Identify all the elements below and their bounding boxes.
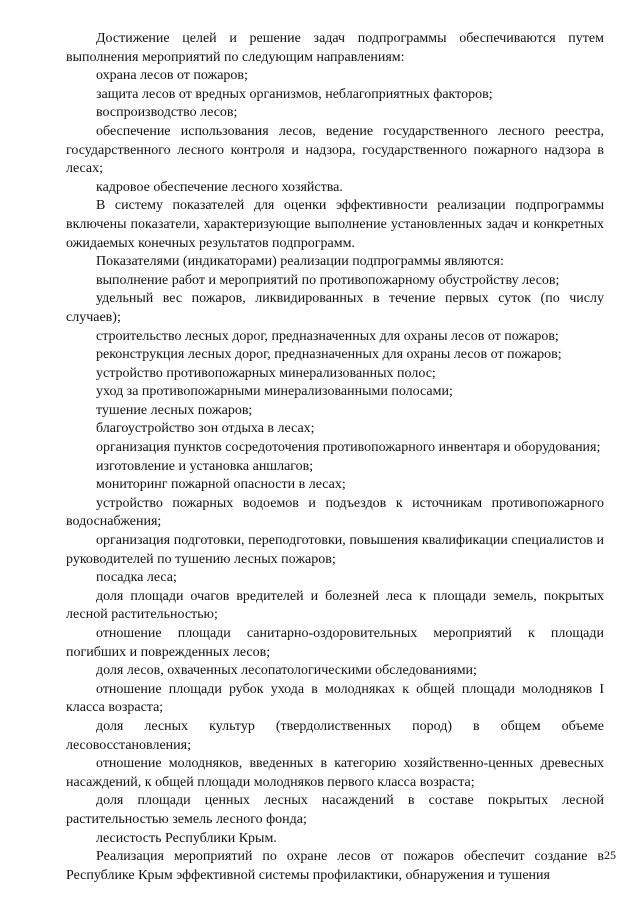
paragraph: В систему показателей для оценки эффективности реализации подпрограммы включены показатели, характеризующие выполнение установленных задач и конкретных ожидаемых конечных результатов подпрограмм.	[66, 198, 604, 251]
paragraph: уход за противопожарными минерализованными полосами;	[96, 384, 453, 400]
paragraph: мониторинг пожарной опасности в лесах;	[96, 477, 346, 493]
paragraph: отношение площади рубок ухода в молодняках к общей площади молодняков I класса возраста;	[66, 681, 604, 716]
paragraph: доля лесных культур (твердолиственных пород) в общем объеме лесовосстановления;	[66, 718, 604, 753]
paragraph: лесистость Республики Крым.	[96, 830, 277, 846]
page-number: 25	[604, 848, 616, 862]
paragraph: Достижение целей и решение задач подпрограммы обеспечиваются путем выполнения мероприятий по следующим направлениям:	[66, 31, 604, 65]
paragraph: отношение молодняков, введенных в категорию хозяйственно-ценных древесных насаждений, к общей площади молодняков первого класса возраста;	[66, 756, 604, 790]
paragraph: организация подготовки, переподготовки, повышения квалификации специалистов и руководителей по тушению лесных пожаров;	[66, 533, 604, 567]
paragraph: устройство пожарных водоемов и подъездов к источникам противопожарного водоснабжения;	[66, 495, 604, 530]
paragraph: удельный вес пожаров, ликвидированных в течение первых суток (по числу случаев);	[66, 291, 604, 325]
paragraph: Реализация мероприятий по охране лесов от пожаров обеспечит создание в Республике Крым эффективной системы профилактики, обнаружения и тушения	[66, 849, 604, 883]
paragraph: устройство противопожарных минерализованных полос;	[96, 365, 436, 381]
paragraph: выполнение работ и мероприятий по противопожарному обустройству лесов;	[96, 272, 560, 288]
paragraph: обеспечение использования лесов, ведение государственного лесного реестра, государственного лесного контроля и надзора, государственного пожарного надзора в лесах;	[66, 123, 604, 177]
paragraph: доля площади очагов вредителей и болезней леса к площади земель, покрытых лесной растительностью;	[66, 588, 604, 623]
paragraph: доля площади ценных лесных насаждений в составе покрытых лесной растительностью земель лесного фонда;	[66, 793, 604, 827]
paragraph: строительство лесных дорог, предназначенных для охраны лесов от пожаров;	[96, 328, 559, 344]
paragraph: кадровое обеспечение лесного хозяйства.	[96, 179, 343, 195]
paragraph: реконструкция лесных дорог, предназначенных для охраны лесов от пожаров;	[96, 347, 562, 363]
paragraph: изготовление и установка аншлагов;	[96, 458, 314, 474]
paragraph: организация пунктов сосредоточения противопожарного инвентаря и оборудования;	[96, 440, 601, 456]
paragraph: воспроизводство лесов;	[96, 105, 238, 121]
paragraph: доля лесов, охваченных лесопатологическими обследованиями;	[96, 663, 477, 679]
paragraph: посадка леса;	[96, 570, 177, 586]
body-text	[66, 30, 604, 885]
paragraph: Показателями (индикаторами) реализации подпрограммы являются:	[96, 254, 504, 270]
paragraph: отношение площади санитарно-оздоровительных мероприятий к площади погибших и поврежденных лесов;	[66, 626, 604, 660]
paragraph: благоустройство зон отдыха в лесах;	[96, 421, 315, 437]
paragraph: охрана лесов от пожаров;	[96, 68, 248, 84]
paragraph: тушение лесных пожаров;	[96, 402, 253, 418]
paragraph: защита лесов от вредных организмов, неблагоприятных факторов;	[96, 86, 493, 102]
